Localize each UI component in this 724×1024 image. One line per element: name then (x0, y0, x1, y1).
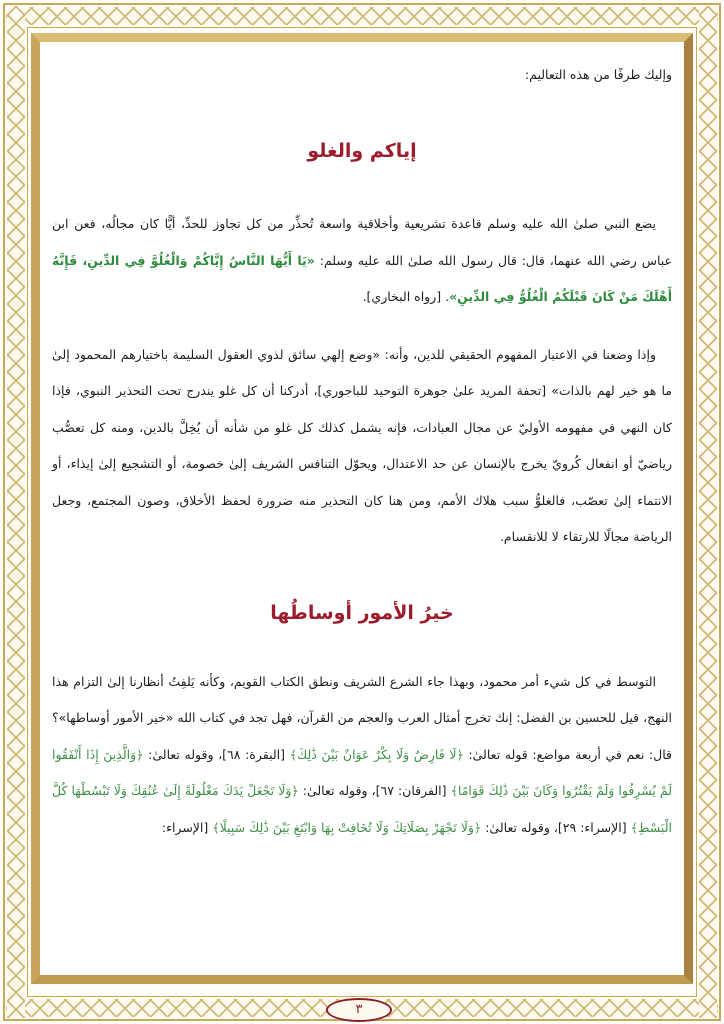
paragraph-text: التوسط في كل شيء أمر محمود، وبهذا جاء الشرع الشريف ونطق الكتاب القويم، وكأنه يَلفِتُ أنظارنا إلىٰ التزام هذا النهج، قيل للحسين بن الفضل: إنك تخرج أمثال العرب والعجم من القرآن، فهل تجد في كتاب الله «خير الأمور أوساطها»؟ قال: نعم في أربعة مواضع: قوله تعالىٰ: (52, 673, 673, 762)
verse-reference: [الإسراء: ٢٩]، وقوله تعالىٰ: (481, 819, 631, 835)
section-title-moderation: خيرُ الأمور أوساطُها (270, 601, 454, 624)
hadith-quote: «يَا أَيُّهَا النَّاسُ إِيَّاكُمْ وَالْغُلُوَّ فِي الدِّينِ، فَإِنَّهُ أَهْلَكَ مَنْ كَانَ قَبْلَكُمُ الْغُلُوُّ فِي الدِّينِ» (52, 252, 672, 304)
ornament-border-left (7, 6, 25, 1018)
quran-verse: ﴿وَلَا تَجْهَرْ بِصَلَاتِكَ وَلَا تُخَافِتْ بِهَا وَابْتَغِ بَيْنَ ذَٰلِكَ سَبِيلًا﴾ (212, 819, 482, 835)
verse-reference: [الإسراء: (161, 819, 213, 835)
paragraph-moderation (52, 664, 672, 847)
verse-reference: [الفرقان: ٦٧]، وقوله تعالىٰ: (298, 783, 451, 798)
ornament-border-top (6, 7, 718, 25)
verse-reference: [البقرة: ٦٨]، وقوله تعالىٰ: (143, 746, 290, 762)
intro-line: وإليك طرفًا من هذه التعاليم: (524, 67, 672, 82)
hadith-reference: . [رواه البخاري]. (362, 289, 450, 304)
section-title-extremism: إياكم والغلو (307, 140, 417, 162)
ornament-border-right (699, 6, 717, 1018)
quran-verse: ﴿وَلَا تَجْعَلْ يَدَكَ مَغْلُولَةً إِلَىٰ عُنُقِكَ وَلَا تَبْسُطْهَا كُلَّ الْبَسْطِ﴾ (52, 783, 672, 835)
paragraph-text: يضع النبي صلىٰ الله عليه وسلم قاعدة تشريعية وأخلاقية واسعة تُحذِّر من كل تجاوز للحدِّ، أيًّا كان مجالُه، فعن ابن عباس رضي الله عنهما، قال: قال رسول الله صلىٰ الله عليه وسلم: (52, 216, 673, 268)
paragraph-hadith (52, 206, 672, 316)
paragraph-religion-concept: وإذا وضعنا في الاعتبار المفهوم الحقيقي للدين، وأنه: «وضع إلهي سائق لذوي العقول السليمة باختيارهم المحمود إلىٰ ما هو خير لهم بالذات» [تحفة المريد علىٰ جوهرة التوحيد للباجوري]، أدركنا أن كل غلو يندرج تحت التحذير النبوي، فإذا كان النهي في مفهومه الأوليّ عن مجال العبادات، فإنه يشمل كذلك كل غلو من شأنه أن يُخِلَّ بالدين، ومنه كل تعصُّب رياضيّ أو انفعال كُرويّ يخرج بالإنسان عن حد الاعتدال، ويحوّل التنافس الشريف إلىٰ خصومة، أو التشجيع إلىٰ إيذاء، أو الانتماء إلىٰ تعصّب، فالغلوُّ سبب هلاك الأمم، ومن هنا كان التحذير منه ضرورة لحفظ الأخلاق، وصون المجتمع، وجعل الرياضة مجالًا للارتقاء لا للانقسام. (52, 346, 672, 544)
page-number-badge: ٣ (326, 998, 392, 1022)
page-content (52, 52, 672, 846)
quran-verse: ﴿وَالَّذِينَ إِذَا أَنْفَقُوا لَمْ يُسْرِفُوا وَلَمْ يَقْتُرُوا وَكَانَ بَيْنَ ذَٰلِكَ قَوَامًا﴾ (52, 746, 672, 798)
quran-verse: ﴿لَا فَارِضٌ وَلَا بِكْرٌ عَوَانٌ بَيْنَ ذَٰلِكَ﴾ (289, 746, 464, 762)
